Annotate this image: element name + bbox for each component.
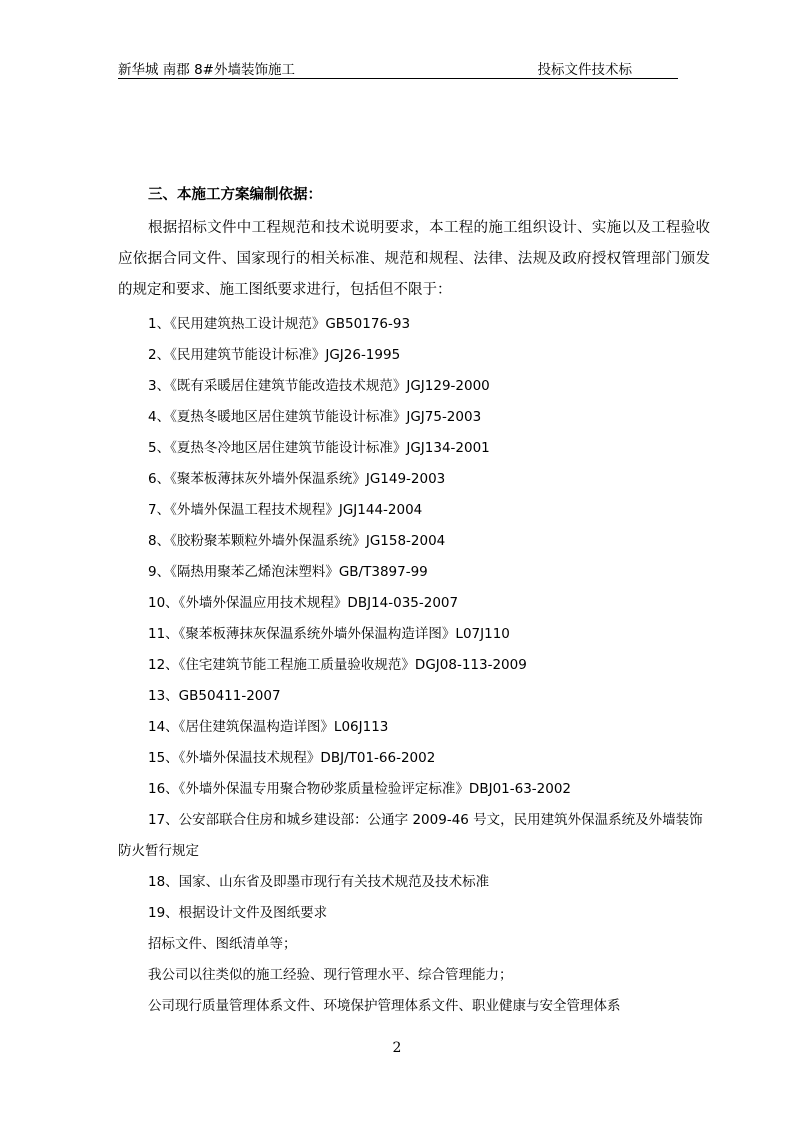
list-item: 9、《隔热用聚苯乙烯泡沫塑料》GB/T3897-99 [148, 564, 428, 580]
list-item: 公司现行质量管理体系文件、环境保护管理体系文件、职业健康与安全管理体系 [148, 998, 621, 1014]
list-item: 5、《夏热冬冷地区居住建筑节能设计标准》JGJ134-2001 [148, 440, 490, 456]
basis-list [118, 309, 710, 1022]
list-item: 3、《既有采暖居住建筑节能改造技术规范》JGJ129-2000 [148, 378, 490, 394]
header-document-type: 投标文件技术标 [537, 62, 632, 78]
page-number: 2 [392, 1040, 402, 1056]
list-item: 12、《住宅建筑节能工程施工质量验收规范》DGJ08-113-2009 [148, 657, 527, 673]
list-item: 16、《外墙外保温专用聚合物砂浆质量检验评定标准》DBJ01-63-2002 [148, 781, 572, 797]
list-item: 17、公安部联合住房和城乡建设部：公通字 2009-46 号文，民用建筑外保温系统及外墙装饰防火暂行规定 [118, 812, 703, 859]
list-item: 19、根据设计文件及图纸要求 [148, 905, 328, 921]
header-project-title: 新华城 南郡 8#外墙装饰施工 [118, 62, 295, 78]
list-item: 1、《民用建筑热工设计规范》GB50176-93 [148, 316, 411, 332]
list-item: 15、《外墙外保温技术规程》DBJ/T01-66-2002 [148, 750, 436, 766]
list-item: 14、《居住建筑保温构造详图》L06J113 [148, 719, 389, 735]
list-item: 11、《聚苯板薄抹灰保温系统外墙外保温构造详图》L07J110 [148, 626, 510, 642]
list-item: 4、《夏热冬暖地区居住建筑节能设计标准》JGJ75-2003 [148, 409, 482, 425]
list-item: 6、《聚苯板薄抹灰外墙外保温系统》JG149-2003 [148, 471, 446, 487]
section-heading: 三、本施工方案编制依据： [148, 187, 322, 203]
list-item: 我公司以往类似的施工经验、现行管理水平、综合管理能力； [148, 967, 513, 983]
list-item: 18、国家、山东省及即墨市现行有关技术规范及技术标准 [148, 874, 490, 890]
list-item: 2、《民用建筑节能设计标准》JGJ26-1995 [148, 347, 401, 363]
list-item: 13、GB50411-2007 [148, 688, 281, 704]
intro-paragraph: 根据招标文件中工程规范和技术说明要求，本工程的施工组织设计、实施以及工程验收应依据合同文件、国家现行的相关标准、规范和规程、法律、法规及政府授权管理部门颁发的规定和要求、施工图纸要求进行，包括但不限于： [118, 220, 710, 298]
list-item: 招标文件、图纸清单等； [148, 936, 297, 952]
list-item: 8、《胶粉聚苯颗粒外墙外保温系统》JG158-2004 [148, 533, 446, 549]
page-header [118, 58, 678, 79]
list-item: 7、《外墙外保温工程技术规程》JGJ144-2004 [148, 502, 423, 518]
list-item: 10、《外墙外保温应用技术规程》DBJ14-035-2007 [148, 595, 459, 611]
